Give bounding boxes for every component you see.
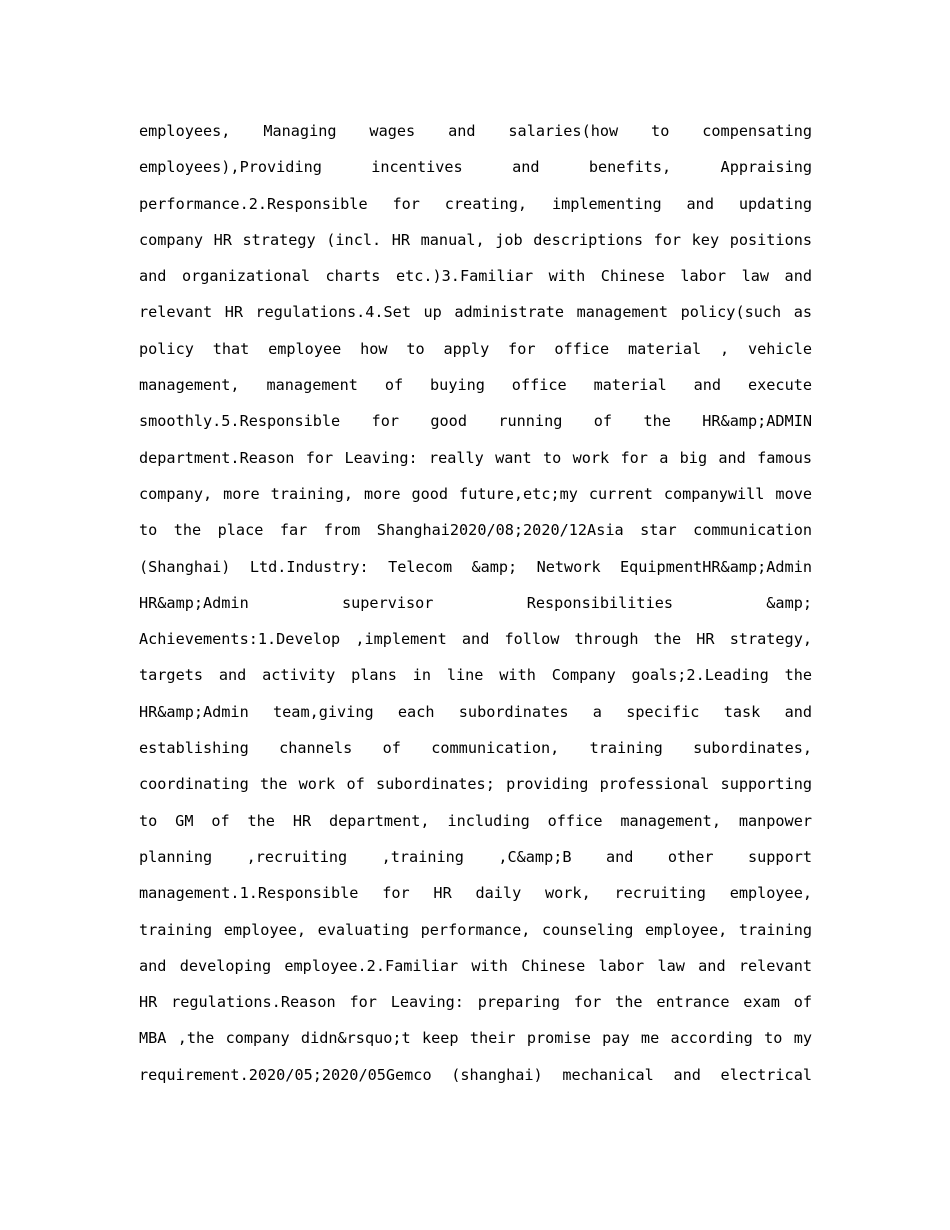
text-line: establishing channels of communication, training subordinates, — [139, 739, 812, 758]
text-line: management.1.Responsible for HR daily work, recruiting employee, — [139, 884, 812, 903]
text-line: policy that employee how to apply for office material , vehicle — [139, 339, 812, 358]
text-line: requirement.2020/05;2020/05Gemco (shanghai) mechanical and electrical — [139, 1065, 812, 1084]
text-line: company, more training, more good future,etc;my current companywill move — [139, 484, 812, 503]
text-line: relevant HR regulations.4.Set up administrate management policy(such as — [139, 303, 812, 322]
text-line: MBA ,the company didn&rsquo;t keep their promise pay me according to my — [139, 1029, 812, 1048]
text-line: and developing employee.2.Familiar with Chinese labor law and relevant — [139, 956, 812, 975]
text-line: and organizational charts etc.)3.Familiar with Chinese labor law and — [139, 267, 812, 286]
text-line: coordinating the work of subordinates; providing professional supporting — [139, 775, 812, 794]
text-line: employees, Managing wages and salaries(how to compensating — [139, 122, 812, 140]
text-line: targets and activity plans in line with Company goals;2.Leading the — [139, 666, 812, 685]
body-text — [139, 113, 812, 1093]
text-line: smoothly.5.Responsible for good running of the HR&amp;ADMIN — [139, 412, 812, 431]
text-line: Achievements:1.Develop ,implement and follow through the HR strategy, — [139, 630, 812, 649]
text-line: training employee, evaluating performance, counseling employee, training — [139, 920, 812, 939]
text-line: HR regulations.Reason for Leaving: preparing for the entrance exam of — [139, 993, 812, 1012]
text-line: HR&amp;Admin supervisor Responsibilities &amp; — [139, 593, 812, 612]
text-line: management, management of buying office material and execute — [139, 376, 812, 395]
text-line: (Shanghai) Ltd.Industry: Telecom &amp; Network EquipmentHR&amp;Admin — [139, 557, 812, 576]
text-line: company HR strategy (incl. HR manual, job descriptions for key positions — [139, 230, 812, 249]
text-line: department.Reason for Leaving: really want to work for a big and famous — [139, 448, 812, 467]
text-line: employees),Providing incentives and benefits, Appraising — [139, 158, 812, 177]
text-line: planning ,recruiting ,training ,C&amp;B and other support — [139, 847, 812, 866]
text-line: to the place far from Shanghai2020/08;2020/12Asia star communication — [139, 521, 812, 540]
text-line: to GM of the HR department, including office management, manpower — [139, 811, 812, 830]
text-line: HR&amp;Admin team,giving each subordinates a specific task and — [139, 702, 812, 721]
text-line: performance.2.Responsible for creating, implementing and updating — [139, 194, 812, 213]
